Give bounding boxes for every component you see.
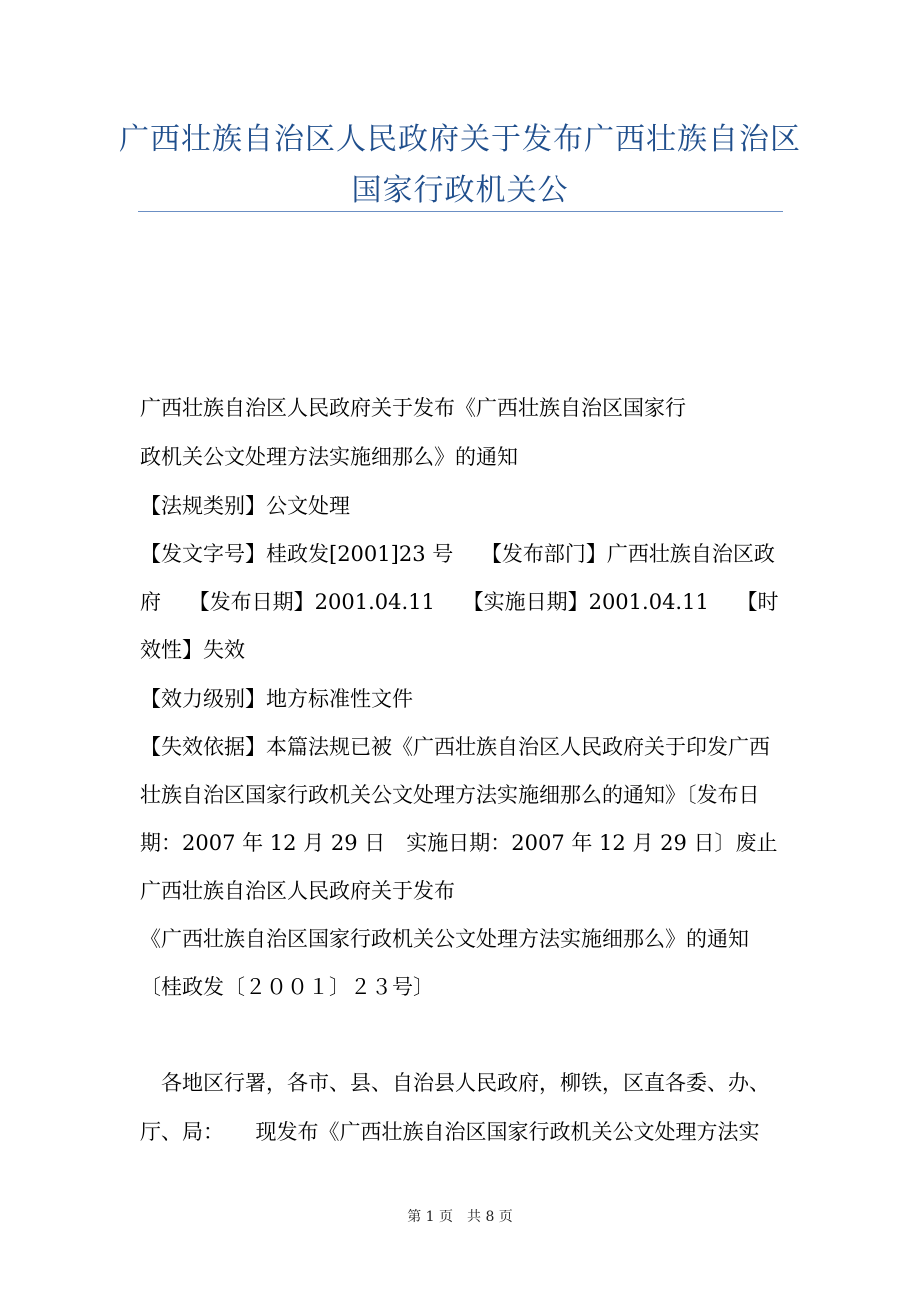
body-line: 《广西壮族自治区国家行政机关公文处理方法实施细那么》的通知 — [140, 927, 749, 951]
body-line: 广西壮族自治区人民政府关于发布《广西壮族自治区国家行 — [140, 396, 686, 420]
title-divider — [138, 211, 783, 212]
body-line: 【效力级别】地方标准性文件 — [140, 687, 413, 711]
body-line: 【发文字号】桂政发[2001]23 号 【发布部门】广西壮族自治区政 — [140, 542, 775, 566]
body-line: 各地区行署，各市、县、自治县人民政府，柳铁，区直各委、办、 — [140, 1071, 770, 1095]
page-footer: 第 1 页 共 8 页 — [407, 1209, 513, 1225]
body-line: 厅、局： 现发布《广西壮族自治区国家行政机关公文处理方法实 — [140, 1120, 760, 1144]
body-line: 【法规类别】公文处理 — [140, 494, 350, 518]
document-title-line-1: 广西壮族自治区人民政府关于发布广西壮族自治区 — [119, 122, 801, 157]
body-line: 期：2007 年 12 月 29 日 实施日期：2007 年 12 月 29 日〕废止 — [140, 831, 778, 855]
body-line: 效性】失效 — [140, 638, 245, 662]
body-line: 政机关公文处理方法实施细那么》的通知 — [140, 445, 518, 469]
body-line: 〔桂政发〔２００１〕２３号〕 — [140, 975, 434, 999]
body-line: 【失效依据】本篇法规已被《广西壮族自治区人民政府关于印发广西 — [140, 735, 770, 759]
body-line: 府 【发布日期】2001.04.11 【实施日期】2001.04.11 【时 — [140, 590, 779, 614]
body-line: 壮族自治区国家行政机关公文处理方法实施细那么的通知》〔发布日 — [140, 783, 760, 807]
document-title-line-2: 国家行政机关公 — [351, 173, 569, 208]
body-line: 广西壮族自治区人民政府关于发布 — [140, 879, 455, 903]
